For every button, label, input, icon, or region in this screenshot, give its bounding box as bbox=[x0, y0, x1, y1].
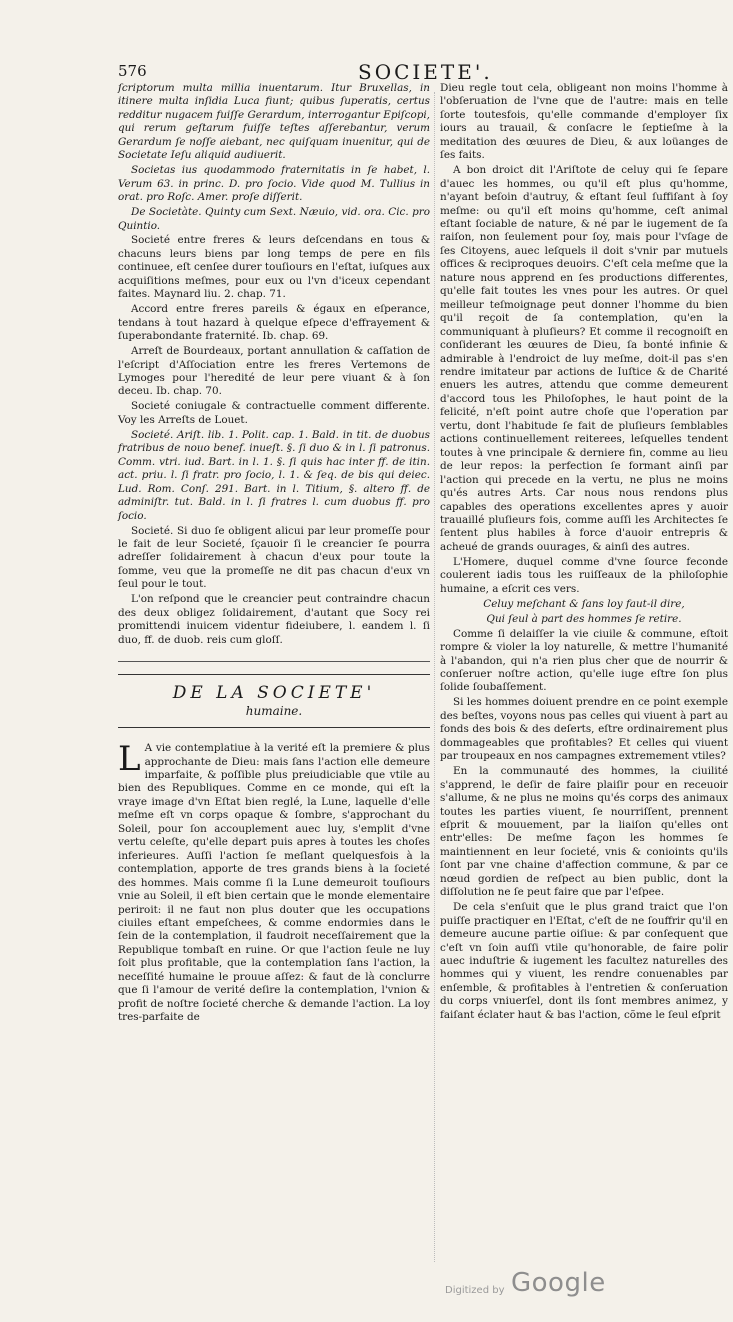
left-column bbox=[118, 82, 430, 1026]
left-paragraph: Societé coniugale & contractuelle comment differente. Voy les Arreſts de Louet. bbox=[118, 400, 430, 426]
left-paragraph: Accord entre freres pareils & égaux en eſperance, tendans à tout hazard à quelque eſpece d'effrayement & ſuperabondante fraternité. Ib. chap. 69. bbox=[118, 303, 430, 343]
running-head: SOCIETE'. bbox=[358, 60, 493, 84]
right-paragraph: De cela s'enſuit que le plus grand traict que l'on puiſſe practiquer en l'Eſtat, c'eſt de ne ſouffrir qu'il en demeure aucune partie oiſiue: & par conſequent que c'eſt vn ſoin auſſi vtile qu'honorable, de faire polir auec induſtrie & iugement les facultez naturelles des hommes qui y viuent, les rendre conuenables par enſemble, & profitables à l'entretien & conſeruation du corps vniuerſel, dont ils ſont membres animez, y faiſant éclater haut & bas l'action, cõme le ſeul eſprit bbox=[440, 901, 728, 1021]
left-paragraph: De Societàte. Quinty cum Sext. Næuio, vid. ora. Cic. pro Quintio. bbox=[118, 206, 430, 232]
right-paragraph: L'Homere, duquel comme d'vne ſource feconde coulerent iadis tous les ruiſſeaux de la philoſophie humaine, a eſcrit ces vers. bbox=[440, 555, 728, 595]
verse-line: Celuy meſchant & ſans loy faut-il dire, bbox=[483, 597, 685, 610]
left-paragraph: Societé entre freres & leurs deſcendans en tous & chacuns leurs biens par long temps de pere en fils continuee, eſt cenſee durer touſiours en l'eſtat, iuſques aux acquiſitions meſmes, pour eux ou l'vn d'iceux cependant faites. Maynard liu. 2. chap. 71. bbox=[118, 234, 430, 301]
section-title: DE LA SOCIETE' bbox=[172, 683, 376, 704]
verse-line: Qui ſeul à part des hommes ſe retire. bbox=[486, 612, 682, 625]
digitized-by-label: Digitized by bbox=[445, 1285, 505, 1296]
left-paragraph: L'on reſpond que le creancier peut contraindre chacun des deux obligez ſolidairement, d'autant que Socy rei promittendi inuicem videntur fideiubere, l. eandem l. ſi duo, ff. de duob. reis cum gloſſ. bbox=[118, 593, 430, 646]
right-paragraph: En la communauté des hommes, la ciuilité s'apprend, le deſir de faire plaiſir pour en receuoir s'allume, & ne plus ne moins qu'és corps des animaux toutes les parties viuent, ſe nourriſſent, prennent eſprit & mouuement, par la liaiſon qu'elles ont entr'elles: De meſme façon les hommes ſe maintiennent en leur ſocieté, vnis & conioints qu'ils ſont par vne chaine d'affection commune, & par ce nœud gordien de reſpect au bien public, dont la diſſolution ne ſe peut faire que par l'eſpee. bbox=[440, 765, 728, 899]
section-body bbox=[118, 739, 430, 1025]
section-divider bbox=[118, 661, 430, 662]
section-heading bbox=[118, 674, 430, 728]
right-paragraph: Dieu regle tout cela, obligeant non moins l'homme à l'obſeruation de l'vne que de l'autre: mais en telle ſorte toutesfois, qu'elle commande d'employer ſix iours au trauail, & conſacre le ſeptieſme à la meditation des œuures de Dieu, & aux loüanges de ſes faits. bbox=[440, 82, 728, 162]
left-paragraph: Arreſt de Bourdeaux, portant annullation & caſſation de l'eſcript d'Aſſociation entre les freres Vertemons de Lymoges pour l'heredité de leur pere viuant & à ſon deceu. Ib. chap. 70. bbox=[118, 345, 430, 398]
right-paragraph: Si les hommes doiuent prendre en ce point exemple des beſtes, voyons nous pas celles qui viuent à part au fonds des bois & des deſerts, eſtre ordinairement plus dommageables que profitables? Et celles qui viuent par troupeaux en nos campagnes extremement vtiles? bbox=[440, 696, 728, 763]
right-paragraph: A bon droict dit l'Ariſtote de celuy qui ſe ſepare d'auec les hommes, ou qu'il eſt plus qu'homme, n'ayant beſoin d'autruy, & eſtant ſeul ſuffiſant à ſoy meſme: ou qu'il eſt moins qu'homme, ceſt animal eſtant ſociable de nature, & né par le iugement de ſa raiſon, non ſeulement pour ſoy, mais pour l'vſage de ſes Citoyens, auec leſquels il doit s'vnir par mutuels offices & reciproques deuoirs. C'eſt cela meſme que la nature nous apprend en ſes productions differentes, qu'elle fait toutes les vnes pour les autres. Or quel meilleur teſmoignage peut donner l'homme du bien qu'il reçoit de ſa contemplation, qu'en la communiquant à pluſieurs? Et comme il recognoiſt en conſiderant les œuures de Dieu, ſa bonté infinie & admirable à l'endroict de luy meſme, doit-il pas s'en rendre imitateur par actions de Iuſtice & de Charité enuers les autres, attendu que comme demeurent d'accord tous les Philoſophes, le haut point de la felicité, n'eſt point autre choſe que l'operation par vertu, dont l'habitude ſe fait de pluſieurs ſemblables actions continuellement reiterees, leſquelles tendent toutes à vne principale & derniere fin, comme au lieu de leur repos: la perfection ſe formant ainſi par l'action qui precede en la vertu, ne plus ne moins qu'és autres Arts. Car nous nous rendons plus capables des operations excellentes apres y auoir trauaillé pluſieurs fois, comme auſſi les Architectes ſe ſentent plus habiles à force d'auoir entrepris & acheué de grands ouurages, & ainſi des autres. bbox=[440, 164, 728, 553]
drop-cap: L bbox=[118, 739, 141, 780]
column-gutter bbox=[434, 92, 435, 1262]
left-paragraph: Societas ius quodammodo fraternitatis in ſe habet, l. Verum 63. in princ. D. pro ſocio. Vide quod M. Tullius in orat. pro Roſc. Amer. proſe diſſerit. bbox=[118, 164, 430, 204]
section-body-text: A vie contemplatiue à la verité eſt la premiere & plus approchante de Dieu: mais ſans l'action elle demeure imparfaite, & poſſible plus preiudiciable que vtile au bien des Republiques. Comme en ce monde, qui eſt la vraye image d'vn Eſtat bien reglé, la Lune, laquelle d'elle meſme eſt vn corps opaque & ſombre, s'approchant du Soleil, pour ſon accouplement auec luy, s'emplit d'vne vertu celeſte, qu'elle depart puis apres à toutes les choſes inferieures. Auſſi l'action ſe meſlant quelquesfois à la contemplation, apporte de tres grands biens à la ſocieté des hommes. Mais comme ſi la Lune demeuroit touſiours vnie au Soleil, il eſt bien certain que le monde elementaire periroit: il ne faut non plus douter que les occupations ciuiles eſtant empeſchees, & comme endormies dans le ſein de la contemplation, il faudroit neceſſairement que la Republique tombaſt en ruine. Or que l'action ſeule ne luy ſoit plus profitable, que la contemplation ſans l'action, la neceſſité humaine le prouue aſſez: & faut de là conclurre que ſi l'amour de verité deſire la contemplation, l'vnion & profit de noſtre ſocieté cherche & demande l'action. La loy tres-parfaite de bbox=[118, 742, 430, 1024]
page-number: 576 bbox=[118, 62, 147, 80]
right-column bbox=[440, 82, 728, 1024]
google-logo: Google bbox=[511, 1268, 606, 1298]
left-paragraph: Societé. Si duo ſe obligent alicui par leur promeſſe pour le fait de leur Societé, ſçauoir ſi le creancier ſe pourra adreſſer ſolidairement à chacun d'eux pour toute la ſomme, veu que la promeſſe ne dit pas chacun d'eux vn ſeul pour le tout. bbox=[118, 524, 430, 591]
left-paragraph: ſcriptorum multa millia inuentarum. Itur Bruxellas, in itinere multa inſidia Luca fiunt; quibus ſuperatis, certus redditur nugacem fuiſſe Gerardum, interrogantur Epiſcopi, qui rerum geſtarum fuiſſe teſtes aſſerebantur, verum Gerardum ſe noſſe aiebant, nec quiſquam inuenitur, qui de Societate Ieſu aliquid audiuerit. bbox=[118, 82, 430, 162]
section-subtitle: humaine. bbox=[245, 704, 303, 719]
right-paragraph: Comme ſi delaiſſer la vie ciuile & commune, eſtoit rompre & violer la loy naturelle, & mettre l'humanité à l'abandon, qui n'a rien plus cher que de nourrir & conſeruer noſtre action, qu'elle iuge eſtre ſon plus ſolide ſoubaſſement. bbox=[440, 627, 728, 694]
digitized-watermark bbox=[445, 1268, 685, 1308]
left-paragraph: Societé. Ariſt. lib. 1. Polit. cap. 1. Bald. in tit. de duobus fratribus de nouo benef. inueſt. §. ſi duo & in l. ſi patronus. Comm. vtri. iud. Bart. in l. 1. §. ſi quis hac inter ff. de itin. act. priu. l. ſi fratr. pro ſocio, l. 1. & ſeq. de bis qui deiec. Lud. Rom. Conſ. 291. Bart. in l. Titium, §. altero ff. de adminiſtr. tut. Bald. in l. ſi fratres l. cum duobus ff. pro ſocio. bbox=[118, 428, 430, 522]
